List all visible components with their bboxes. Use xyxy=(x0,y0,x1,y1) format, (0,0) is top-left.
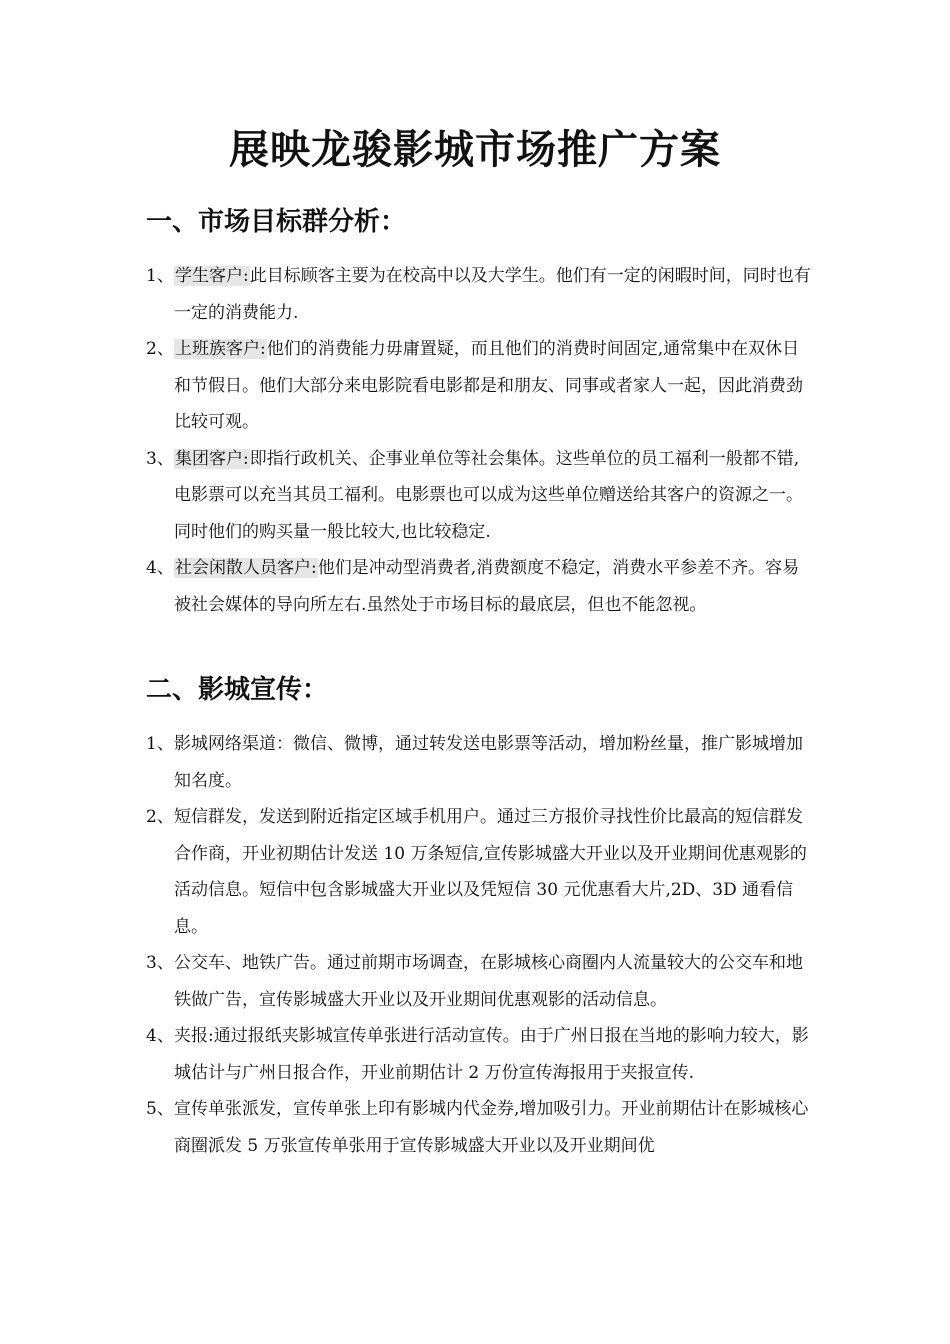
list-item xyxy=(146,945,816,1018)
market-target-list xyxy=(146,258,816,623)
list-item xyxy=(146,1018,816,1091)
list-item xyxy=(146,441,816,551)
highlighted-label: 集团客户: xyxy=(175,448,249,469)
item-text: 影城网络渠道：微信、微博，通过转发送电影票等活动，增加粉丝量，推广影城增加知名度。 xyxy=(174,734,803,791)
list-item xyxy=(146,258,816,331)
list-item xyxy=(146,1091,816,1164)
list-item xyxy=(146,799,816,945)
item-text: 即指行政机关、企事业单位等社会集体。这些单位的员工福利一般都不错,电影票可以充当其员工福利。电影票也可以成为这些单位赠送给其客户的资源之一。同时他们的购买量一般比较大,也比较稳定. xyxy=(174,448,803,542)
item-text: 他们的消费能力毋庸置疑，而且他们的消费时间固定,通常集中在双休日和节假日。他们大部分来电影院看电影都是和朋友、同事或者家人一起，因此消费劲比较可观。 xyxy=(174,339,803,432)
item-text: 此目标顾客主要为在校高中以及大学生。他们有一定的闲暇时间，同时也有一定的消费能力. xyxy=(174,266,811,323)
list-marker: 1、 xyxy=(146,266,174,286)
highlighted-label: 学生客户: xyxy=(175,266,249,286)
document-title: 展映龙骏影城市场推广方案 xyxy=(229,126,721,173)
section-heading-promotion: 二、影城宣传： xyxy=(146,675,329,705)
list-item xyxy=(146,550,816,623)
list-marker: 3、 xyxy=(146,448,174,469)
list-marker: 2、 xyxy=(146,339,174,359)
item-text: 他们是冲动型消费者,消费额度不稳定，消费水平参差不齐。容易被社会媒体的导向所左右.虽然处于市场目标的最底层，但也不能忽视。 xyxy=(174,558,800,615)
list-item xyxy=(146,331,816,441)
highlighted-label: 社会闲散人员客户: xyxy=(175,558,317,578)
list-marker: 2、 xyxy=(146,807,174,827)
list-item xyxy=(146,726,816,799)
promotion-list xyxy=(146,726,816,1164)
list-marker: 4、 xyxy=(146,558,174,578)
item-text: 宣传单张派发，宣传单张上印有影城内代金券,增加吸引力。开业前期估计在影城核心商圈派发 5 万张宣传单张用于宣传影城盛大开业以及开业期间优 xyxy=(174,1099,809,1156)
list-marker: 3、 xyxy=(146,953,174,973)
list-marker: 1、 xyxy=(146,734,174,754)
item-text: 公交车、地铁广告。通过前期市场调查，在影城核心商圈内人流量较大的公交车和地铁做广告，宣传影城盛大开业以及开业期间优惠观影的活动信息。 xyxy=(174,953,803,1010)
item-text: 夹报:通过报纸夹影城宣传单张进行活动宣传。由于广州日报在当地的影响力较大，影城估计与广州日报合作，开业前期估计 2 万份宣传海报用于夹报宣传. xyxy=(174,1026,809,1083)
list-marker: 5、 xyxy=(146,1099,174,1119)
list-marker: 4、 xyxy=(146,1026,174,1046)
highlighted-label: 上班族客户: xyxy=(175,339,266,359)
section-heading-market-analysis: 一、市场目标群分析： xyxy=(146,207,407,237)
item-text: 短信群发，发送到附近指定区域手机用户。通过三方报价寻找性价比最高的短信群发合作商，开业初期估计发送 10 万条短信,宣传影城盛大开业以及开业期间优惠观影的活动信息。短信中包含影城盛大开业以及凭短信 30 元优惠看大片,2D、3D 通看信息。 xyxy=(174,807,807,937)
